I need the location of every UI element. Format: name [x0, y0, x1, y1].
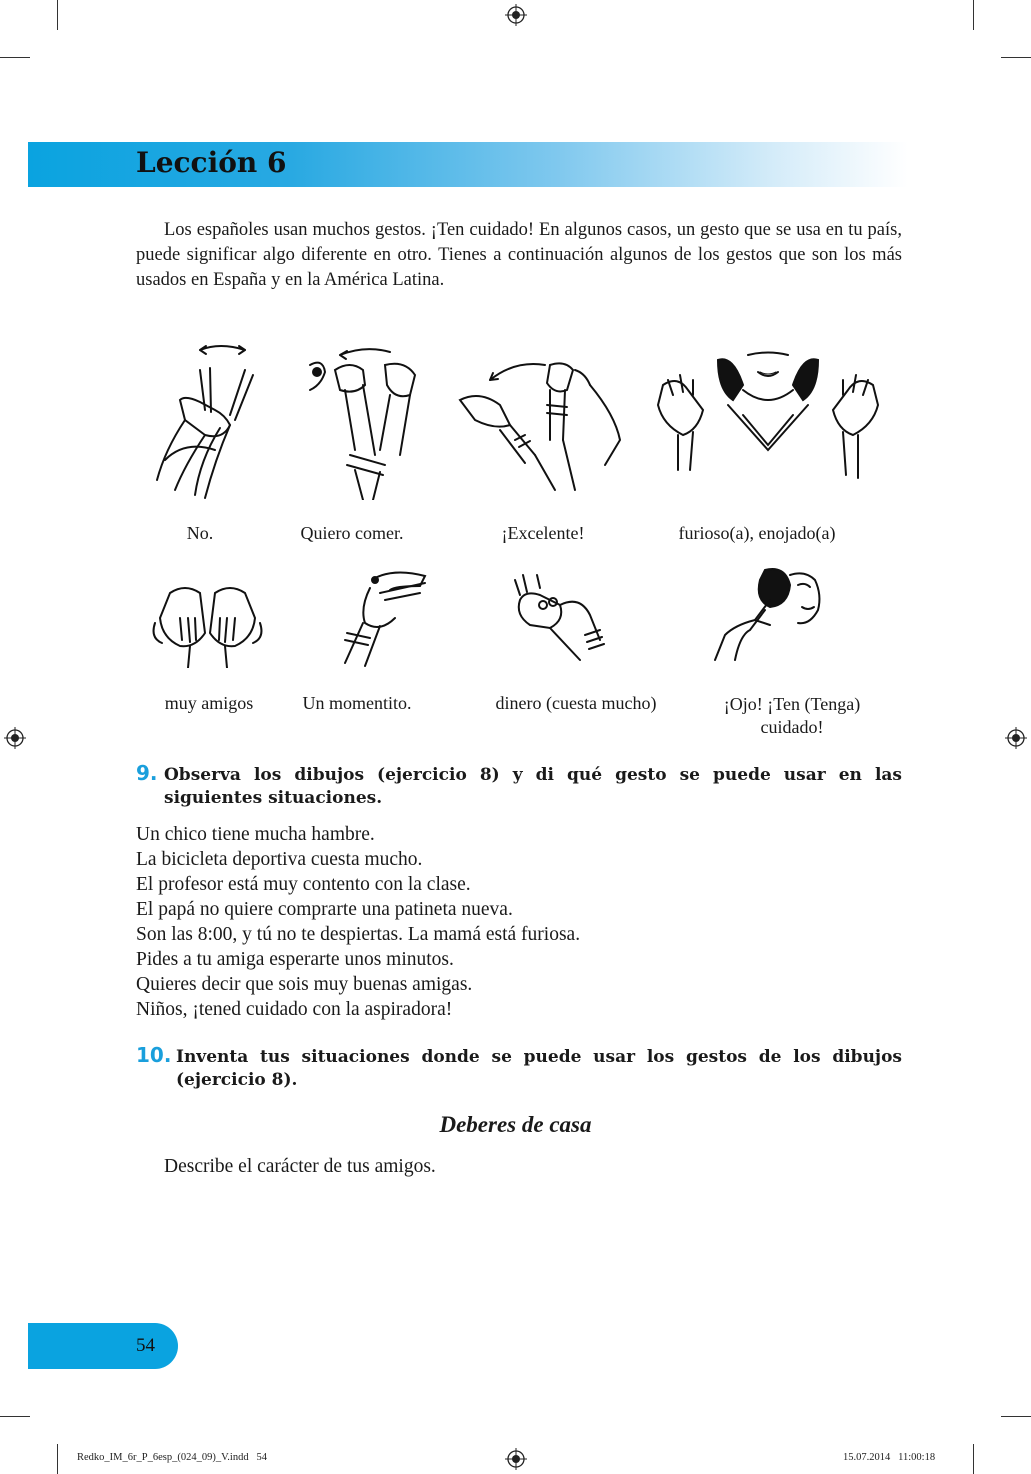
list-item: Niños, ¡tened cuidado con la aspiradora!: [136, 999, 453, 1020]
crop-mark: [57, 1444, 58, 1474]
exercise-10-number: 10.: [136, 1043, 172, 1067]
page-number-tab: [28, 1323, 178, 1369]
list-item: Quieres decir que sois muy buenas amigas.: [136, 974, 473, 995]
gesture-caption: ¡Ojo! ¡Ten (Tenga) cuidado!: [723, 694, 861, 737]
list-item: Pides a tu amiga esperarte unos minutos.: [136, 949, 454, 970]
gesture-un-momentito-illustration: [335, 568, 435, 668]
gesture-no-illustration: [145, 340, 260, 500]
list-item: Son las 8:00, y tú no te despiertas. La mamá está furiosa.: [136, 924, 581, 945]
gesture-dinero-illustration: [505, 570, 615, 665]
gesture-caption: furioso(a), enojado(a): [678, 523, 836, 543]
crop-mark: [0, 1416, 30, 1417]
list-item: El profesor está muy contento con la clase.: [136, 874, 471, 895]
exercise-9-instruction: Observa los dibujos (ejercicio 8) y di qué gesto se puede usar en las siguientes situaciones.: [164, 765, 902, 808]
gesture-excelente-illustration: [455, 345, 625, 495]
homework-title: Deberes de casa: [439, 1112, 592, 1137]
gesture-caption: Quiero comer.: [300, 523, 404, 543]
footer-date: 15.07.2014 11:00:18: [843, 1452, 936, 1463]
gesture-caption: ¡Excelente!: [501, 523, 585, 543]
gesture-furioso-illustration: [648, 350, 888, 485]
exercise-10-instruction: Inventa tus situaciones donde se puede usar los gestos de los dibujos (ejercicio 8).: [176, 1047, 902, 1090]
homework-text: Describe el carácter de tus amigos.: [164, 1156, 436, 1177]
crop-mark: [973, 1444, 974, 1474]
gesture-quiero-comer-illustration: [295, 340, 430, 500]
gesture-caption: dinero (cuesta mucho): [495, 693, 657, 713]
crop-mark: [0, 57, 30, 58]
registration-mark-icon: [505, 1448, 527, 1470]
registration-mark-icon: [505, 4, 527, 26]
registration-mark-icon: [1005, 727, 1027, 749]
gesture-caption: Un momentito.: [302, 693, 412, 713]
lesson-title: Lección 6: [136, 146, 287, 179]
crop-mark: [1001, 57, 1031, 58]
gesture-caption: muy amigos: [164, 693, 254, 713]
gesture-caption: No.: [186, 523, 214, 543]
crop-mark: [1001, 1416, 1031, 1417]
intro-paragraph: Los españoles usan muchos gestos. ¡Ten cuidado! En algunos casos, un gesto que se usa en tu país, puede significar algo diferente en otro. Tienes a continuación algunos de los gestos que son los más usados en España y en la América Latina.: [136, 220, 902, 290]
list-item: El papá no quiere comprarte una patineta nueva.: [136, 899, 513, 920]
crop-mark: [973, 0, 974, 30]
registration-mark-icon: [4, 727, 26, 749]
page-number: 54: [136, 1335, 155, 1356]
crop-mark: [57, 0, 58, 30]
footer-file-info: Redko_IM_6r_P_6esp_(024_09)_V.indd 54: [77, 1452, 267, 1463]
situations-list: [136, 822, 580, 1022]
list-item: Un chico tiene mucha hambre.: [136, 824, 375, 845]
gesture-ojo-illustration: [710, 565, 835, 665]
exercise-9-number: 9.: [136, 761, 158, 785]
gesture-muy-amigos-illustration: [150, 578, 265, 668]
list-item: La bicicleta deportiva cuesta mucho.: [136, 849, 423, 870]
